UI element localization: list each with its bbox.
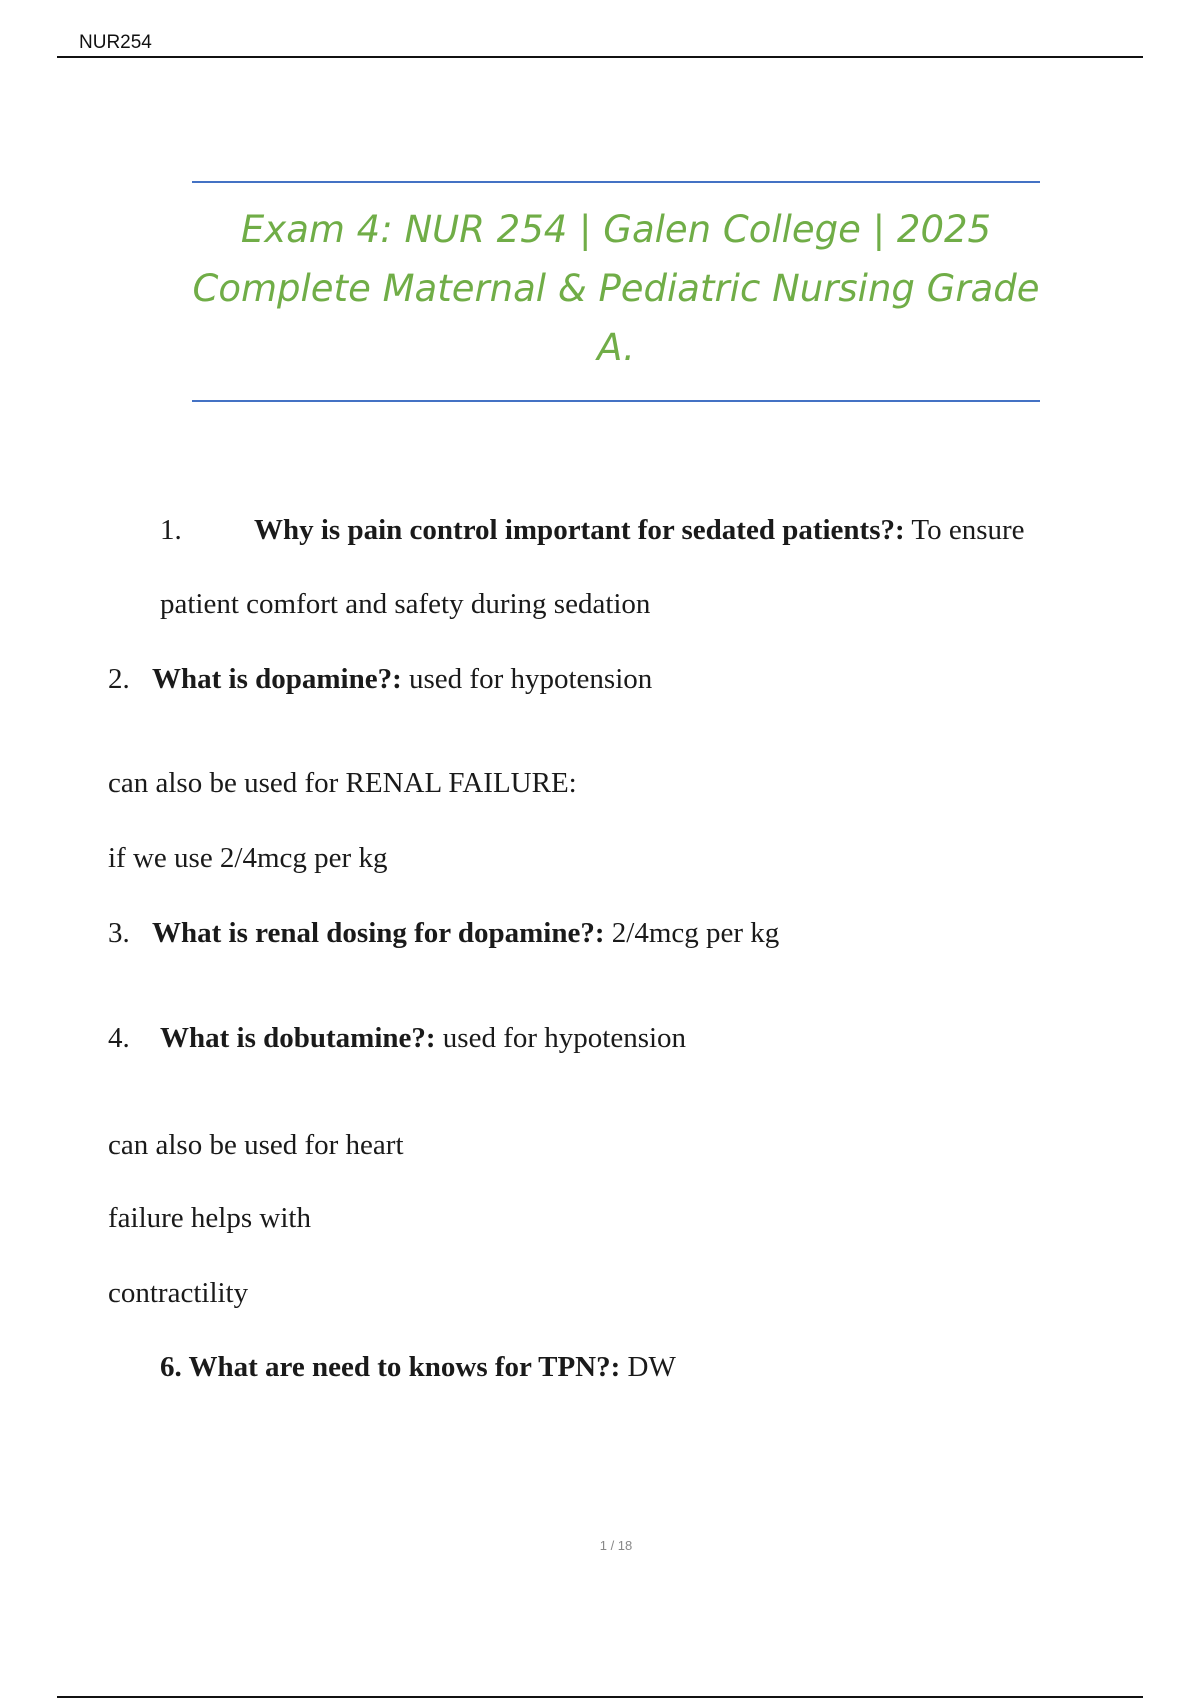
question-2-text: What is dopamine?:: [152, 663, 402, 695]
question-6-number: 6.: [160, 1351, 182, 1383]
question-6-text: What are need to knows for TPN?:: [188, 1351, 621, 1383]
question-3: [108, 915, 779, 951]
question-1-number: 1.: [160, 514, 182, 546]
question-4-text: What is dobutamine?:: [160, 1022, 436, 1054]
question-2-answer: used for hypotension: [401, 663, 653, 695]
question-4-note-1: can also be used for heart: [108, 1129, 404, 1161]
document-title: [150, 200, 1082, 377]
title-top-rule: [192, 181, 1040, 183]
question-4: [108, 1020, 686, 1056]
title-bottom-rule: [192, 400, 1040, 402]
question-3-text: What is renal dosing for dopamine?:: [152, 917, 605, 949]
question-3-number: 3.: [108, 917, 130, 949]
question-1-answer-continuation: patient comfort and safety during sedation: [160, 588, 651, 620]
question-6-answer: DW: [620, 1351, 676, 1383]
question-2-note-2: if we use 2/4mcg per kg: [108, 842, 388, 874]
document-header-label: NUR254: [79, 32, 152, 53]
question-4-note-3: contractility: [108, 1277, 249, 1309]
question-2-note-1: can also be used for RENAL FAILURE:: [108, 767, 577, 799]
question-4-number: 4.: [108, 1022, 130, 1054]
question-1-text: Why is pain control important for sedated patients?:: [254, 514, 905, 546]
question-3-answer: 2/4mcg per kg: [604, 917, 780, 949]
question-1: [254, 512, 1025, 548]
question-6: [160, 1349, 676, 1385]
question-2: [108, 661, 652, 697]
question-4-answer: used for hypotension: [435, 1022, 687, 1054]
question-4-note-2: failure helps with: [108, 1202, 311, 1234]
header-divider: [57, 56, 1143, 58]
page-indicator: 1 / 18: [599, 1538, 633, 1553]
footer-divider: [57, 1696, 1143, 1698]
question-1-answer: To ensure: [904, 514, 1025, 546]
title-line-3: A.: [597, 326, 635, 369]
title-line-1: Exam 4: NUR 254 | Galen College | 2025: [240, 208, 992, 251]
title-line-2: Complete Maternal & Pediatric Nursing Grade: [192, 267, 1040, 310]
question-2-number: 2.: [108, 663, 130, 695]
